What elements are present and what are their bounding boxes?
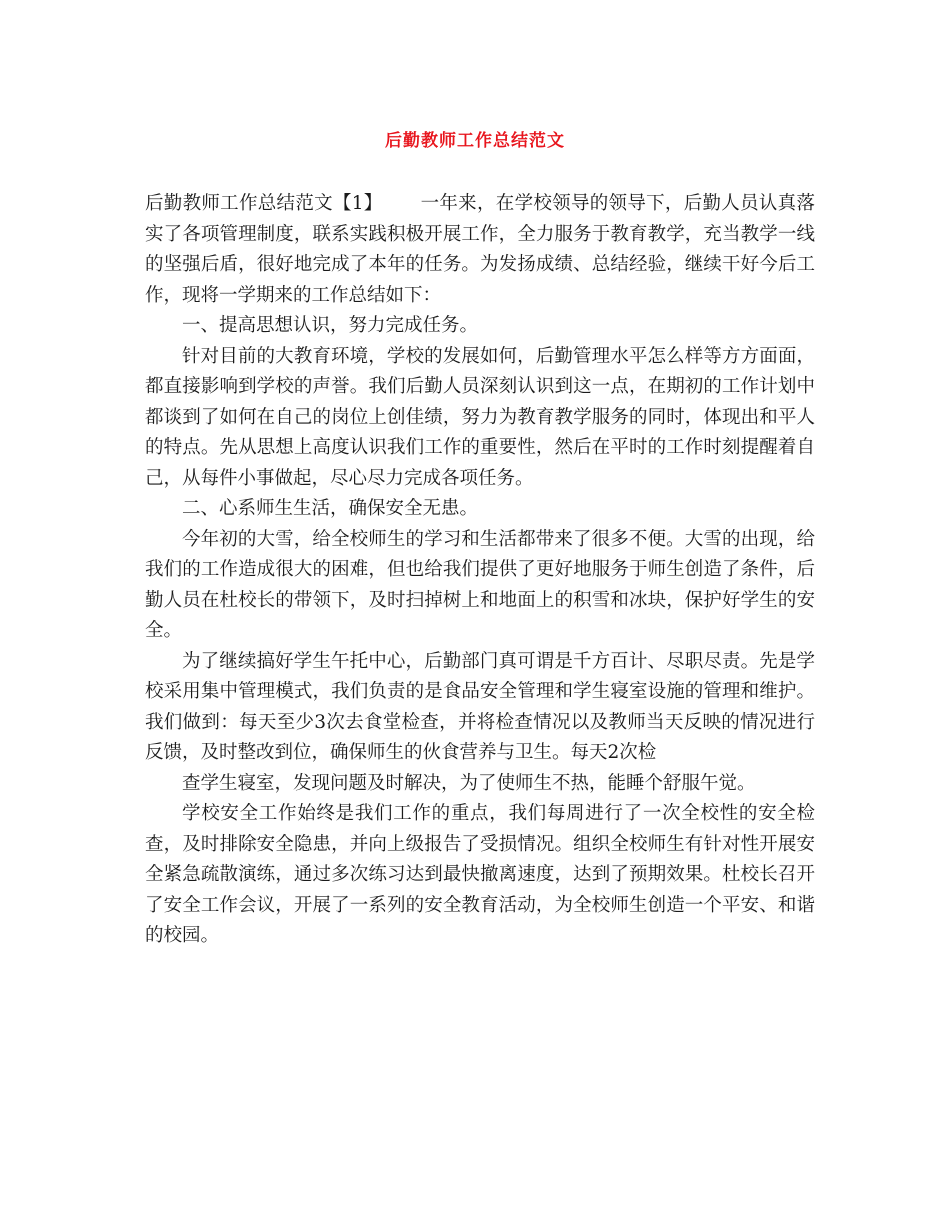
paragraph: 为了继续搞好学生午托中心，后勤部门真可谓是千方百计、尽职尽责。先是学校采用集中管理模式，我们负责的是食品安全管理和学生寝室设施的管理和维护。我们做到：每天至少3次去食堂检查，并将检查情况以及教师当天反映的情况进行反馈，及时整改到位，确保师生的伙食营养与卫生。每天2次检 (145, 650, 815, 763)
section-title-2: 二、心系师生生活，确保安全无患。 (182, 498, 479, 519)
paragraph: 查学生寝室，发现问题及时解决，为了使师生不热，能睡个舒服午觉。 (182, 772, 756, 794)
document-title: 后勤教师工作总结范文 (385, 131, 565, 151)
paragraph-text: 一年来，在学校领导的领导下，后勤人员认真落实了各项管理制度，联系实践积极开展工作，全力服务于教育教学，充当教学一线的坚强后盾，很好地完成了本年的任务。为发扬成绩、总结经验，继续干好今后工作，现将一学期来的工作总结如下： (145, 193, 815, 306)
document-body (145, 189, 815, 952)
section-title-1: 一、提高思想认识，努力完成任务。 (182, 315, 479, 336)
section-heading: 后勤教师工作总结范文【1】 (145, 193, 383, 214)
paragraph: 今年初的大雪，给全校师生的学习和生活都带来了很多不便。大雪的出现，给我们的工作造成很大的困难，但也给我们提供了更好地服务于师生创造了条件，后勤人员在杜校长的带领下，及时扫掉树上和地面上的积雪和冰块，保护好学生的安全。 (145, 528, 815, 641)
paragraph: 针对目前的大教育环境，学校的发展如何，后勤管理水平怎么样等方方面面，都直接影响到学校的声誉。我们后勤人员深刻认识到这一点，在期初的工作计划中都谈到了如何在自己的岗位上创佳绩，努力为教育教学服务的同时，体现出和平人的特点。先从思想上高度认识我们工作的重要性，然后在平时的工作时刻提醒着自己，从每件小事做起，尽心尽力完成各项任务。 (145, 345, 815, 489)
intro-paragraph (145, 189, 815, 311)
paragraph: 学校安全工作始终是我们工作的重点，我们每周进行了一次全校性的安全检查，及时排除安全隐患，并向上级报告了受损情况。组织全校师生有针对性开展安全紧急疏散演练，通过多次练习达到最快撤离速度，达到了预期效果。杜校长召开了安全工作会议，开展了一系列的安全教育活动，为全校师生创造一个平安、和谐的校园。 (145, 803, 815, 946)
